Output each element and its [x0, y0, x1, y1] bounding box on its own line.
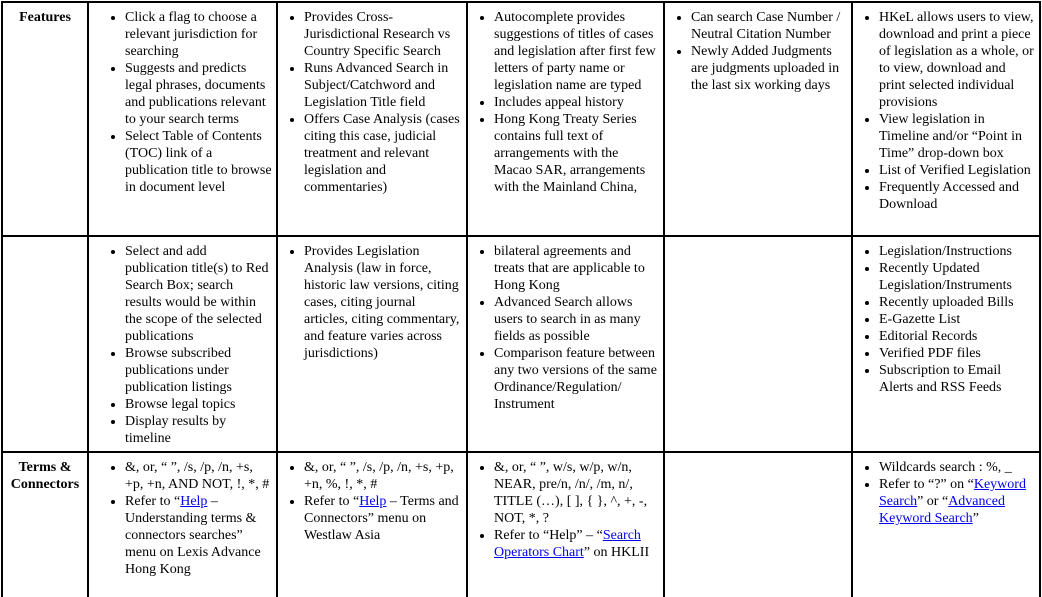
bullet-list: [857, 9, 1035, 213]
table-cell: [664, 2, 852, 236]
bullet-item: • Runs Advanced Search in Subject/Catchword and Legislation Title field: [304, 60, 462, 111]
bullet-item: • Select Table of Contents (TOC) link of a publication title to browse in document level: [125, 128, 272, 196]
search-operators-chart-link[interactable]: Search Operators Chart: [494, 528, 641, 560]
legal-databases-comparison-table: [1, 1, 1041, 597]
row-label: Terms & Connectors: [2, 452, 88, 597]
table-cell: [88, 2, 277, 236]
bullet-item: • Editorial Records: [879, 328, 1035, 345]
table-cell: [88, 236, 277, 452]
table-row: [2, 236, 1040, 452]
bullet-item: • Refer to “?” on “Keyword Search” or “Advanced Keyword Search”: [879, 476, 1035, 527]
bullet-item: • Refer to “Help – Terms and Connectors” menu on Westlaw Asia: [304, 493, 462, 544]
table-cell: [277, 452, 467, 597]
bullet-list: [93, 243, 272, 447]
bullet-item: • Can search Case Number / Neutral Citation Number: [691, 9, 847, 43]
table-cell: [664, 452, 852, 597]
bullet-item: • HKeL allows users to view, download and print a piece of legislation as a whole, or to view, download and print selected individual provisions: [879, 9, 1035, 111]
bullet-item: • Hong Kong Treaty Series contains full text of arrangements with the Macao SAR, arrangements with the Mainland China,: [494, 111, 659, 196]
bullet-list: [669, 9, 847, 94]
table-cell: [277, 2, 467, 236]
bullet-item: • Provides Legislation Analysis (law in force, historic law versions, citing cases, citing journal articles, citing commentary, and feature varies across jurisdictions): [304, 243, 462, 362]
table-row: [2, 452, 1040, 597]
bullet-item: • Suggests and predicts legal phrases, documents and publications relevant to your search terms: [125, 60, 272, 128]
bullet-list: [93, 9, 272, 196]
row-label: Features: [2, 2, 88, 236]
bullet-item: • Click a flag to choose a relevant jurisdiction for searching: [125, 9, 272, 60]
table-cell: [467, 2, 664, 236]
help-link-lexis[interactable]: Help: [180, 494, 208, 509]
comparison-table-body: [2, 2, 1040, 597]
table-cell: [277, 236, 467, 452]
bullet-list: [282, 243, 462, 362]
bullet-item: • Frequently Accessed and Download: [879, 179, 1035, 213]
bullet-item: • Refer to “Help” – “Search Operators Chart” on HKLII: [494, 527, 659, 561]
bullet-item: • &, or, “ ”, /s, /p, /n, +s, +p, +n, AND NOT, !, *, #: [125, 459, 272, 493]
bullet-item: • Provides Cross-Jurisdictional Research vs Country Specific Search: [304, 9, 462, 60]
bullet-item: • Advanced Search allows users to search in as many fields as possible: [494, 294, 659, 345]
bullet-item: • Display results by timeline: [125, 413, 272, 447]
bullet-item: • Comparison feature between any two versions of the same Ordinance/Regulation/ Instrument: [494, 345, 659, 413]
bullet-item: • &, or, “ ”, w/s, w/p, w/n, NEAR, pre/n, /n/, /m, n/, TITLE (…), [ ], { }, ^, +, -, NOT, *, ?: [494, 459, 659, 527]
bullet-item: • Browse legal topics: [125, 396, 272, 413]
bullet-item: • View legislation in Timeline and/or “Point in Time” drop-down box: [879, 111, 1035, 162]
bullet-list: [857, 459, 1035, 527]
table-row: [2, 2, 1040, 236]
bullet-item: • Refer to “Help – Understanding terms & connectors searches” menu on Lexis Advance Hong Kong: [125, 493, 272, 578]
help-link-westlaw[interactable]: Help: [359, 494, 387, 509]
advanced-keyword-search-link[interactable]: Advanced Keyword Search: [879, 494, 1005, 526]
bullet-list: [282, 459, 462, 544]
table-cell: [467, 236, 664, 452]
bullet-item: • Subscription to Email Alerts and RSS Feeds: [879, 362, 1035, 396]
bullet-item: • Browse subscribed publications under publication listings: [125, 345, 272, 396]
bullet-list: [282, 9, 462, 196]
bullet-item: • bilateral agreements and treats that are applicable to Hong Kong: [494, 243, 659, 294]
bullet-item: • List of Verified Legislation: [879, 162, 1035, 179]
bullet-item: • E-Gazette List: [879, 311, 1035, 328]
table-cell: [852, 2, 1040, 236]
bullet-item: • Includes appeal history: [494, 94, 659, 111]
bullet-item: • Verified PDF files: [879, 345, 1035, 362]
table-cell: [88, 452, 277, 597]
bullet-list: [857, 243, 1035, 396]
table-cell: [852, 452, 1040, 597]
bullet-list: [93, 459, 272, 578]
bullet-item: • Recently Updated Legislation/Instruments: [879, 260, 1035, 294]
table-cell: [467, 452, 664, 597]
bullet-list: [472, 459, 659, 561]
bullet-item: • Wildcards search : %, _: [879, 459, 1035, 476]
bullet-list: [472, 9, 659, 196]
table-cell: [852, 236, 1040, 452]
keyword-search-link[interactable]: Keyword Search: [879, 477, 1026, 509]
row-label: [2, 236, 88, 452]
bullet-item: • Legislation/Instructions: [879, 243, 1035, 260]
bullet-item: • Recently uploaded Bills: [879, 294, 1035, 311]
table-cell: [664, 236, 852, 452]
bullet-item: • Offers Case Analysis (cases citing this case, judicial treatment and relevant legislation and commentaries): [304, 111, 462, 196]
bullet-item: • &, or, “ ”, /s, /p, /n, +s, +p, +n, %, !, *, #: [304, 459, 462, 493]
bullet-item: • Autocomplete provides suggestions of titles of cases and legislation after first few letters of party name or legislation name are typed: [494, 9, 659, 94]
bullet-item: • Newly Added Judgments are judgments uploaded in the last six working days: [691, 43, 847, 94]
bullet-item: • Select and add publication title(s) to Red Search Box; search results would be within the scope of the selected publications: [125, 243, 272, 345]
bullet-list: [472, 243, 659, 413]
